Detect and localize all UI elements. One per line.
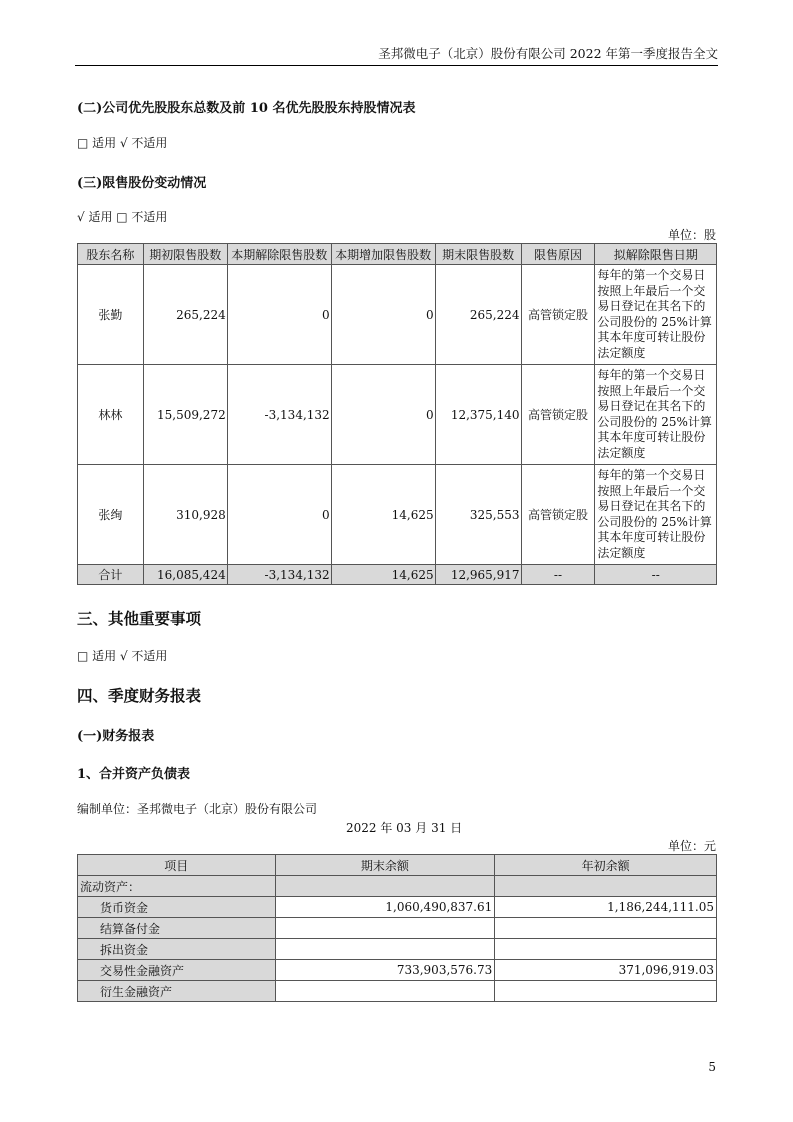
release-date: 每年的第一个交易日按照上年最后一个交易日登记在其名下的公司股份的 25%计算其本年度可转让股份法定额度 (595, 265, 717, 365)
end-restricted: 265,224 (435, 265, 521, 365)
total-end: 12,965,917 (435, 565, 521, 585)
end-balance (275, 981, 495, 1002)
balance-unit: 单位：元 (667, 839, 716, 853)
restriction-reason: 高管锁定股 (521, 265, 595, 365)
table-header-row (78, 855, 717, 876)
column-header: 期末限售股数 (435, 244, 521, 265)
preparing-entity: 编制单位：圣邦微电子（北京）股份有限公司 (77, 802, 318, 816)
balance-sheet-heading: 1、合并资产负债表 (77, 767, 191, 782)
table-row (78, 265, 717, 365)
total-reason: -- (521, 565, 595, 585)
item-label: 拆出资金 (78, 939, 276, 960)
begin-balance (495, 981, 717, 1002)
begin-balance (495, 918, 717, 939)
table-row (78, 939, 717, 960)
added-restricted: 0 (331, 365, 435, 465)
table-row (78, 981, 717, 1002)
total-released: -3,134,132 (227, 565, 331, 585)
empty-cell (495, 876, 717, 897)
column-header: 拟解除限售日期 (595, 244, 717, 265)
end-balance: 733,903,576.73 (275, 960, 495, 981)
end-restricted: 325,553 (435, 465, 521, 565)
column-header: 期末余额 (275, 855, 495, 876)
end-balance (275, 918, 495, 939)
item-label: 货币资金 (78, 897, 276, 918)
column-header: 年初余额 (495, 855, 717, 876)
restricted-unit: 单位：股 (667, 228, 716, 242)
table-row (78, 960, 717, 981)
item-label: 衍生金融资产 (78, 981, 276, 1002)
column-header: 股东名称 (78, 244, 144, 265)
table-row (78, 465, 717, 565)
other-applicability: □ 适用 √ 不适用 (77, 649, 168, 663)
other-matters-heading: 三、其他重要事项 (77, 609, 202, 628)
group-label: 流动资产： (78, 876, 276, 897)
release-date: 每年的第一个交易日按照上年最后一个交易日登记在其名下的公司股份的 25%计算其本年度可转让股份法定额度 (595, 365, 717, 465)
preferred-applicability: □ 适用 √ 不适用 (77, 136, 168, 150)
added-restricted: 0 (331, 265, 435, 365)
shareholder-name: 张绚 (78, 465, 144, 565)
group-row (78, 876, 717, 897)
restricted-shares-table (77, 243, 717, 585)
table-row (78, 918, 717, 939)
column-header: 限售原因 (521, 244, 595, 265)
end-balance: 1,060,490,837.61 (275, 897, 495, 918)
released-restricted: 0 (227, 265, 331, 365)
empty-cell (275, 876, 495, 897)
released-restricted: 0 (227, 465, 331, 565)
table-row (78, 365, 717, 465)
column-header: 项目 (78, 855, 276, 876)
column-header: 期初限售股数 (143, 244, 227, 265)
quarterly-financials-heading: 四、季度财务报表 (77, 686, 202, 705)
released-restricted: -3,134,132 (227, 365, 331, 465)
table-header-row (78, 244, 717, 265)
added-restricted: 14,625 (331, 465, 435, 565)
balance-sheet-table (77, 854, 717, 1002)
restricted-applicability: √ 适用 □ 不适用 (77, 210, 168, 224)
preferred-shareholders-heading: (二)公司优先股股东总数及前 10 名优先股股东持股情况表 (77, 101, 416, 116)
begin-balance: 371,096,919.03 (495, 960, 717, 981)
page-header-title: 圣邦微电子（北京）股份有限公司 2022 年第一季度报告全文 (378, 46, 718, 61)
financial-statements-heading: (一)财务报表 (77, 729, 155, 744)
start-restricted: 15,509,272 (143, 365, 227, 465)
total-row (78, 565, 717, 585)
total-label: 合计 (78, 565, 144, 585)
total-start: 16,085,424 (143, 565, 227, 585)
item-label: 交易性金融资产 (78, 960, 276, 981)
table-row (78, 897, 717, 918)
header-rule (75, 65, 718, 66)
report-date: 2022 年 03 月 31 日 (346, 821, 463, 835)
total-added: 14,625 (331, 565, 435, 585)
restriction-reason: 高管锁定股 (521, 465, 595, 565)
start-restricted: 265,224 (143, 265, 227, 365)
total-date: -- (595, 565, 717, 585)
begin-balance: 1,186,244,111.05 (495, 897, 717, 918)
start-restricted: 310,928 (143, 465, 227, 565)
column-header: 本期解除限售股数 (227, 244, 331, 265)
end-balance (275, 939, 495, 960)
restriction-reason: 高管锁定股 (521, 365, 595, 465)
shareholder-name: 张勤 (78, 265, 144, 365)
restricted-shares-heading: (三)限售股份变动情况 (77, 176, 207, 191)
page-number: 5 (708, 1060, 716, 1074)
shareholder-name: 林林 (78, 365, 144, 465)
begin-balance (495, 939, 717, 960)
column-header: 本期增加限售股数 (331, 244, 435, 265)
item-label: 结算备付金 (78, 918, 276, 939)
release-date: 每年的第一个交易日按照上年最后一个交易日登记在其名下的公司股份的 25%计算其本年度可转让股份法定额度 (595, 465, 717, 565)
end-restricted: 12,375,140 (435, 365, 521, 465)
